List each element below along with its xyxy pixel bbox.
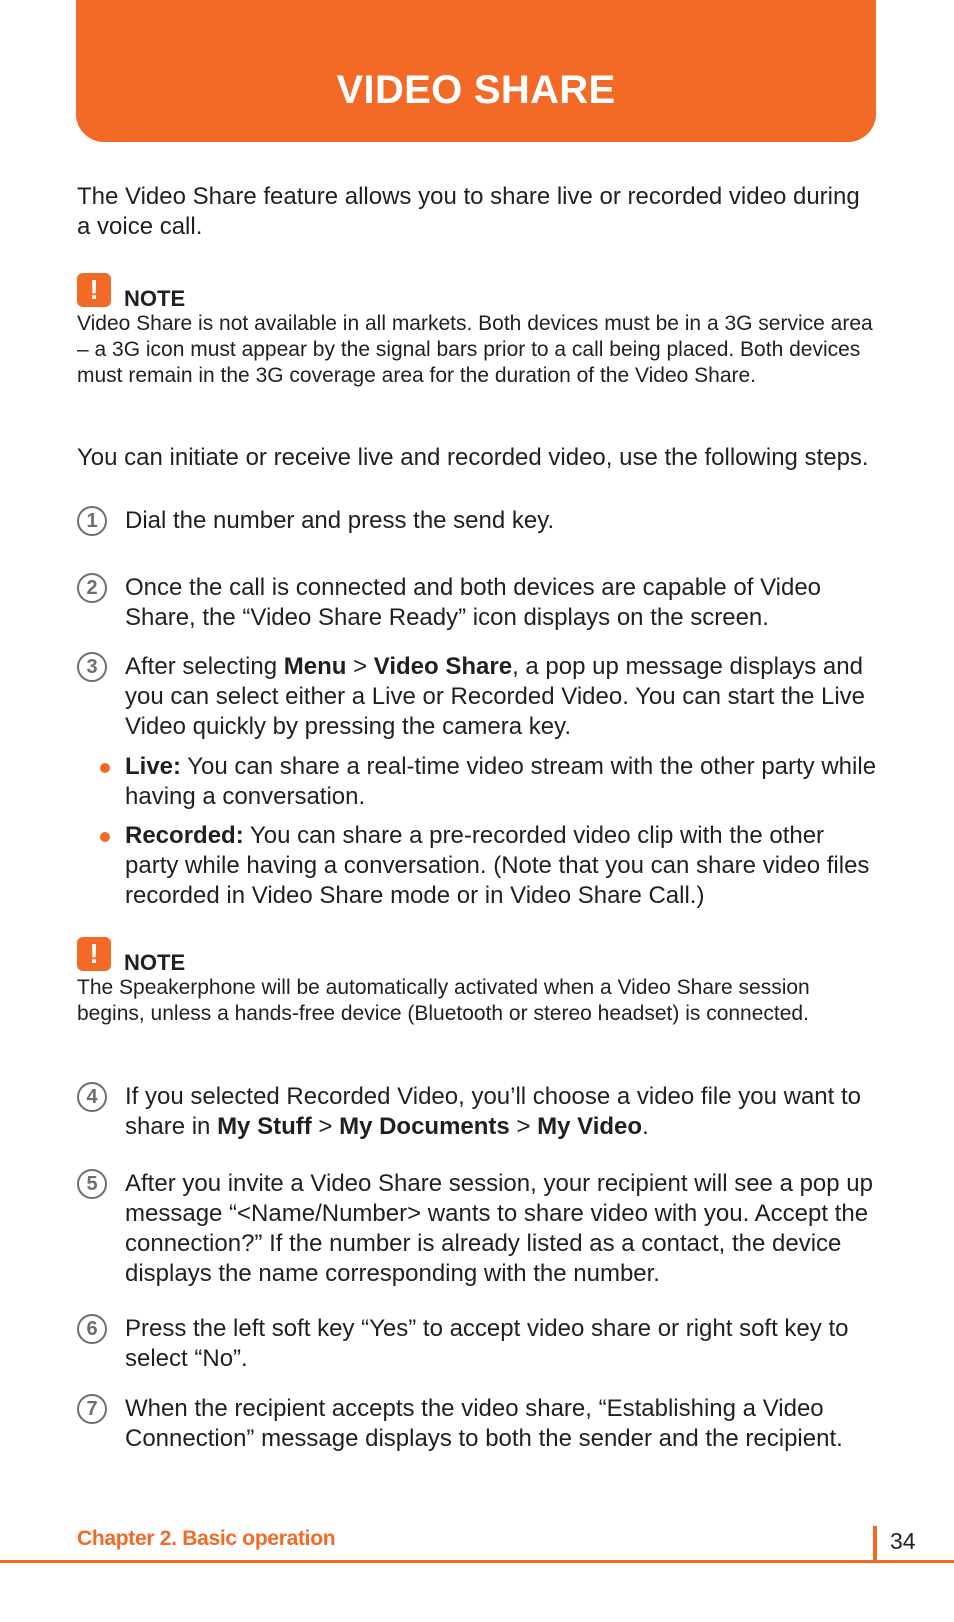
step-1	[77, 506, 877, 536]
video-share-label: Video Share	[373, 653, 513, 680]
step-text	[125, 652, 877, 742]
step-7	[77, 1394, 877, 1454]
step-number-6: 6	[77, 1314, 107, 1344]
bullet-dot	[100, 832, 110, 842]
bullet-body: You can share a real-time video stream with the other party while having a conversation.	[125, 753, 877, 810]
step-text: After you invite a Video Share session, your recipient will see a pop up message “<Name/Number> wants to share video with you. Accept the connection?” If the number is already listed as a contact, the device displays the name corresponding with the number.	[125, 1170, 873, 1287]
step-text-part: If you selected Recorded Video, you’ll choose a video file you want to share in	[125, 1083, 862, 1140]
note-text: The Speakerphone will be automatically activated when a Video Share session begins, unless a hands-free device (Bluetooth or stereo headset) is connected.	[77, 976, 810, 1025]
step-number-4: 4	[77, 1082, 107, 1112]
step-number-1: 1	[77, 506, 107, 536]
step-text: When the recipient accepts the video share, “Establishing a Video Connection” message displays to both the sender and the recipient.	[125, 1395, 843, 1452]
step-6	[77, 1314, 877, 1374]
my-video-label: My Video	[537, 1113, 643, 1140]
step-2	[77, 573, 877, 633]
note-header	[77, 273, 877, 311]
bullet-text	[125, 752, 877, 812]
path-separator: >	[346, 653, 374, 680]
page-number: 34	[890, 1528, 916, 1554]
chapter-label: Chapter 2. Basic operation	[77, 1527, 336, 1550]
step-text: Once the call is connected and both devices are capable of Video Share, the “Video Share Ready” icon displays on the screen.	[125, 574, 822, 631]
exclamation-icon: !	[77, 937, 111, 971]
bullet-body: You can share a pre-recorded video clip with the other party while having a conversation. (Note that you can share video files recorded in Video Share mode or in Video Share Call.)	[125, 822, 870, 909]
my-stuff-label: My Stuff	[217, 1113, 312, 1140]
steps-intro-paragraph: You can initiate or receive live and recorded video, use the following steps.	[77, 444, 869, 471]
step-number-5: 5	[77, 1169, 107, 1199]
note-label: NOTE	[124, 950, 186, 975]
bullet-label: Live:	[125, 753, 182, 780]
intro-paragraph: The Video Share feature allows you to share live or recorded video during a voice call.	[77, 183, 860, 240]
note-box-2	[77, 937, 877, 1027]
bullet-label: Recorded:	[125, 822, 244, 849]
path-separator: >	[311, 1113, 340, 1140]
note-text: Video Share is not available in all markets. Both devices must be in a 3G service area – a 3G icon must appear by the signal bars prior to a call being placed. Both devices must remain in the 3G coverage area for the duration of the Video Share.	[77, 312, 873, 387]
page-header	[76, 0, 876, 142]
bullet-live	[100, 752, 877, 812]
step-number-7: 7	[77, 1394, 107, 1424]
step-text	[125, 1082, 877, 1142]
step-5	[77, 1169, 877, 1289]
footer-divider-vertical	[873, 1526, 877, 1562]
note-box-1	[77, 273, 877, 389]
path-separator: >	[509, 1113, 538, 1140]
step-text: Press the left soft key “Yes” to accept video share or right soft key to select “No”.	[125, 1315, 849, 1372]
footer-rule	[0, 1560, 954, 1563]
step-text-part: After selecting	[125, 653, 284, 680]
step-text-part: .	[642, 1113, 649, 1140]
step-3	[77, 652, 877, 742]
bullet-recorded	[100, 821, 877, 911]
my-documents-label: My Documents	[339, 1113, 510, 1140]
note-label: NOTE	[124, 286, 186, 311]
step-text-part: , a pop up message displays and you can select either a Live or Recorded Video. You can start the Live Video quickly by pressing the camera key.	[125, 653, 866, 740]
exclamation-icon: !	[77, 273, 111, 307]
menu-label: Menu	[283, 653, 347, 680]
bullet-text	[125, 821, 877, 911]
step-number-3: 3	[77, 652, 107, 682]
bullet-dot	[100, 763, 110, 773]
note-header	[77, 937, 877, 975]
page-title: VIDEO SHARE	[336, 68, 616, 112]
step-number-2: 2	[77, 573, 107, 603]
step-4	[77, 1082, 877, 1142]
step-text: Dial the number and press the send key.	[125, 507, 555, 534]
